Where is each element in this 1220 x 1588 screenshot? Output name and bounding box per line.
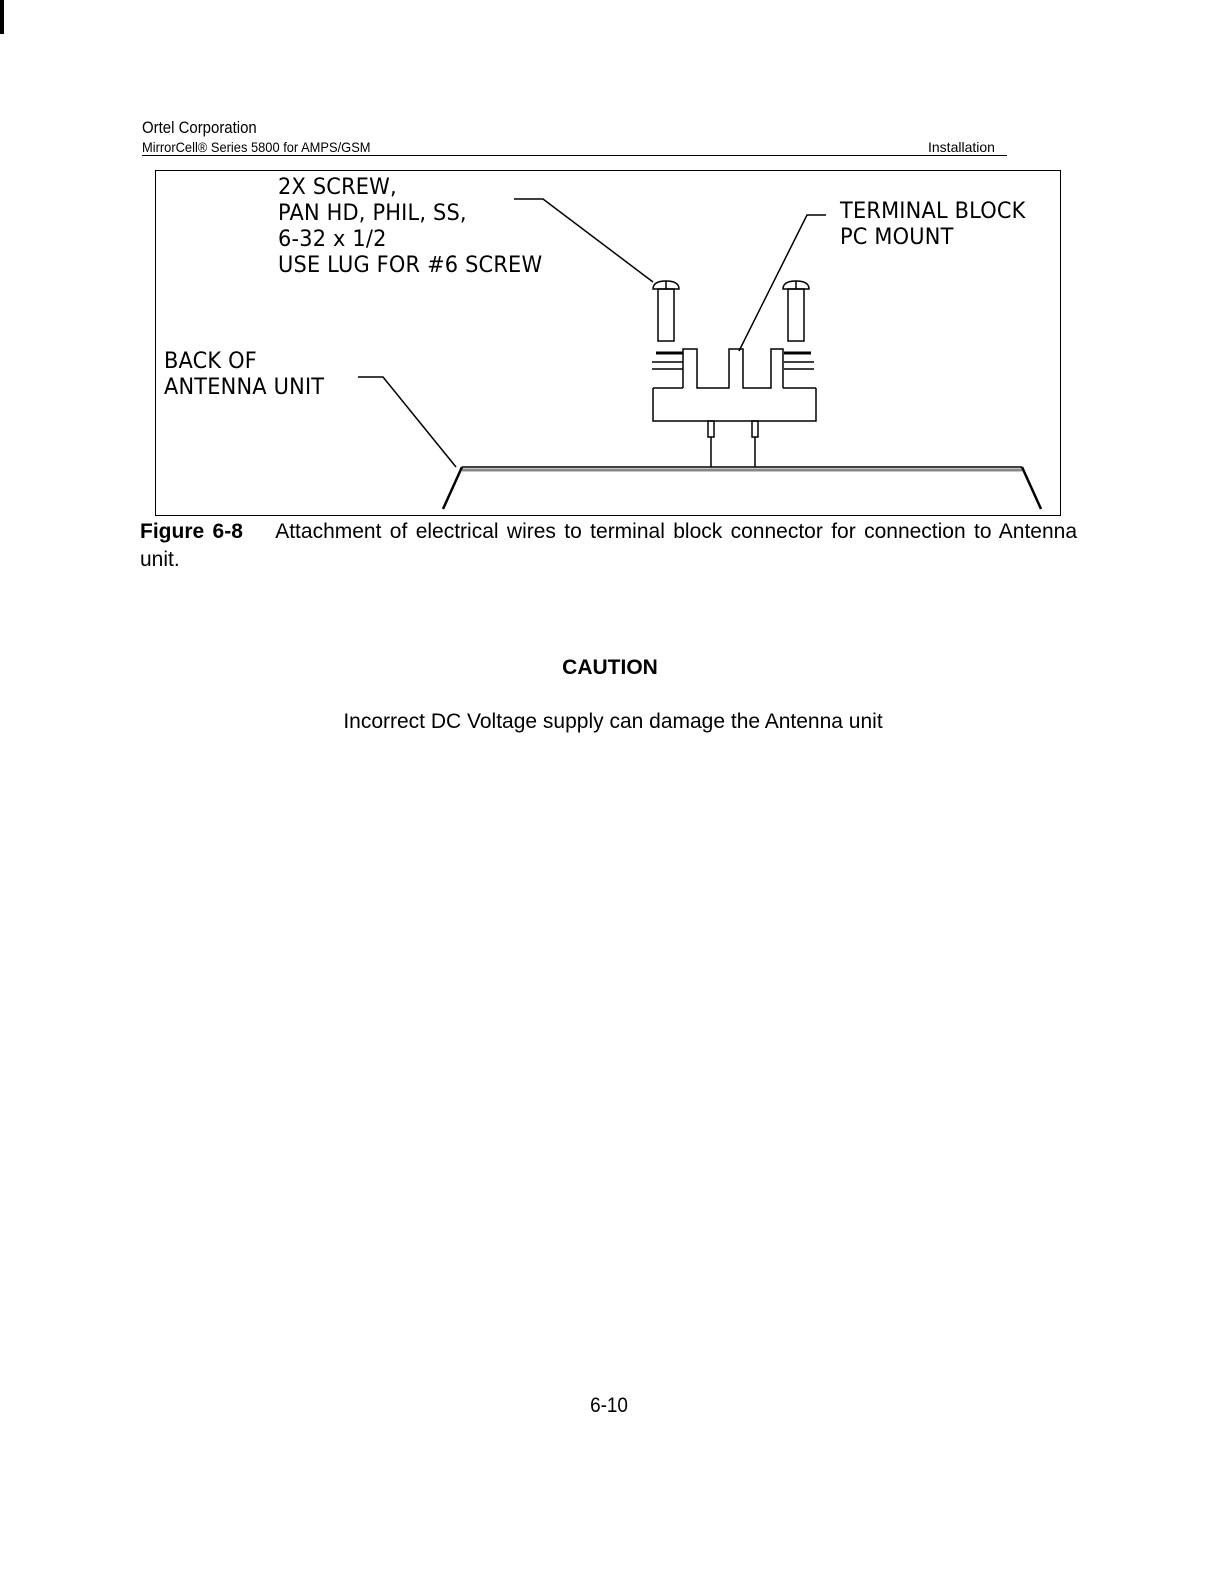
caution-text: Incorrect DC Voltage supply can damage the Antenna unit (343, 710, 883, 733)
header-product: MirrorCell® Series 5800 for AMPS/GSM (142, 139, 371, 155)
header-company: Ortel Corporation (142, 118, 257, 137)
figure-number: Figure 6-8 (140, 520, 243, 543)
figure-caption (140, 518, 1077, 574)
antenna-leader-line (358, 377, 456, 467)
antenna-callout: BACK OF ANTENNA UNIT (164, 349, 325, 400)
figure-6-8 (155, 170, 1061, 516)
terminal-block (653, 349, 816, 421)
header-rule (142, 155, 1007, 156)
terminal-callout: TERMINAL BLOCK PC MOUNT (840, 199, 1026, 250)
pc-mount-pins (708, 421, 758, 467)
header-section: Installation (928, 139, 995, 155)
figure-caption-text: Attachment of electrical wires to terminal block connector for connection to Antenna unit. (140, 520, 1077, 571)
scan-edge-mark (0, 0, 4, 34)
antenna-back-panel (443, 467, 1041, 509)
page-number: 6-10 (590, 1394, 628, 1417)
terminal-leader-line (739, 215, 826, 351)
right-screw (783, 281, 811, 353)
screw-callout: 2X SCREW, PAN HD, PHIL, SS, 6-32 x 1/2 USE LUG FOR #6 SCREW (278, 175, 543, 278)
caution-title: CAUTION (562, 656, 658, 679)
left-screw (653, 281, 683, 353)
